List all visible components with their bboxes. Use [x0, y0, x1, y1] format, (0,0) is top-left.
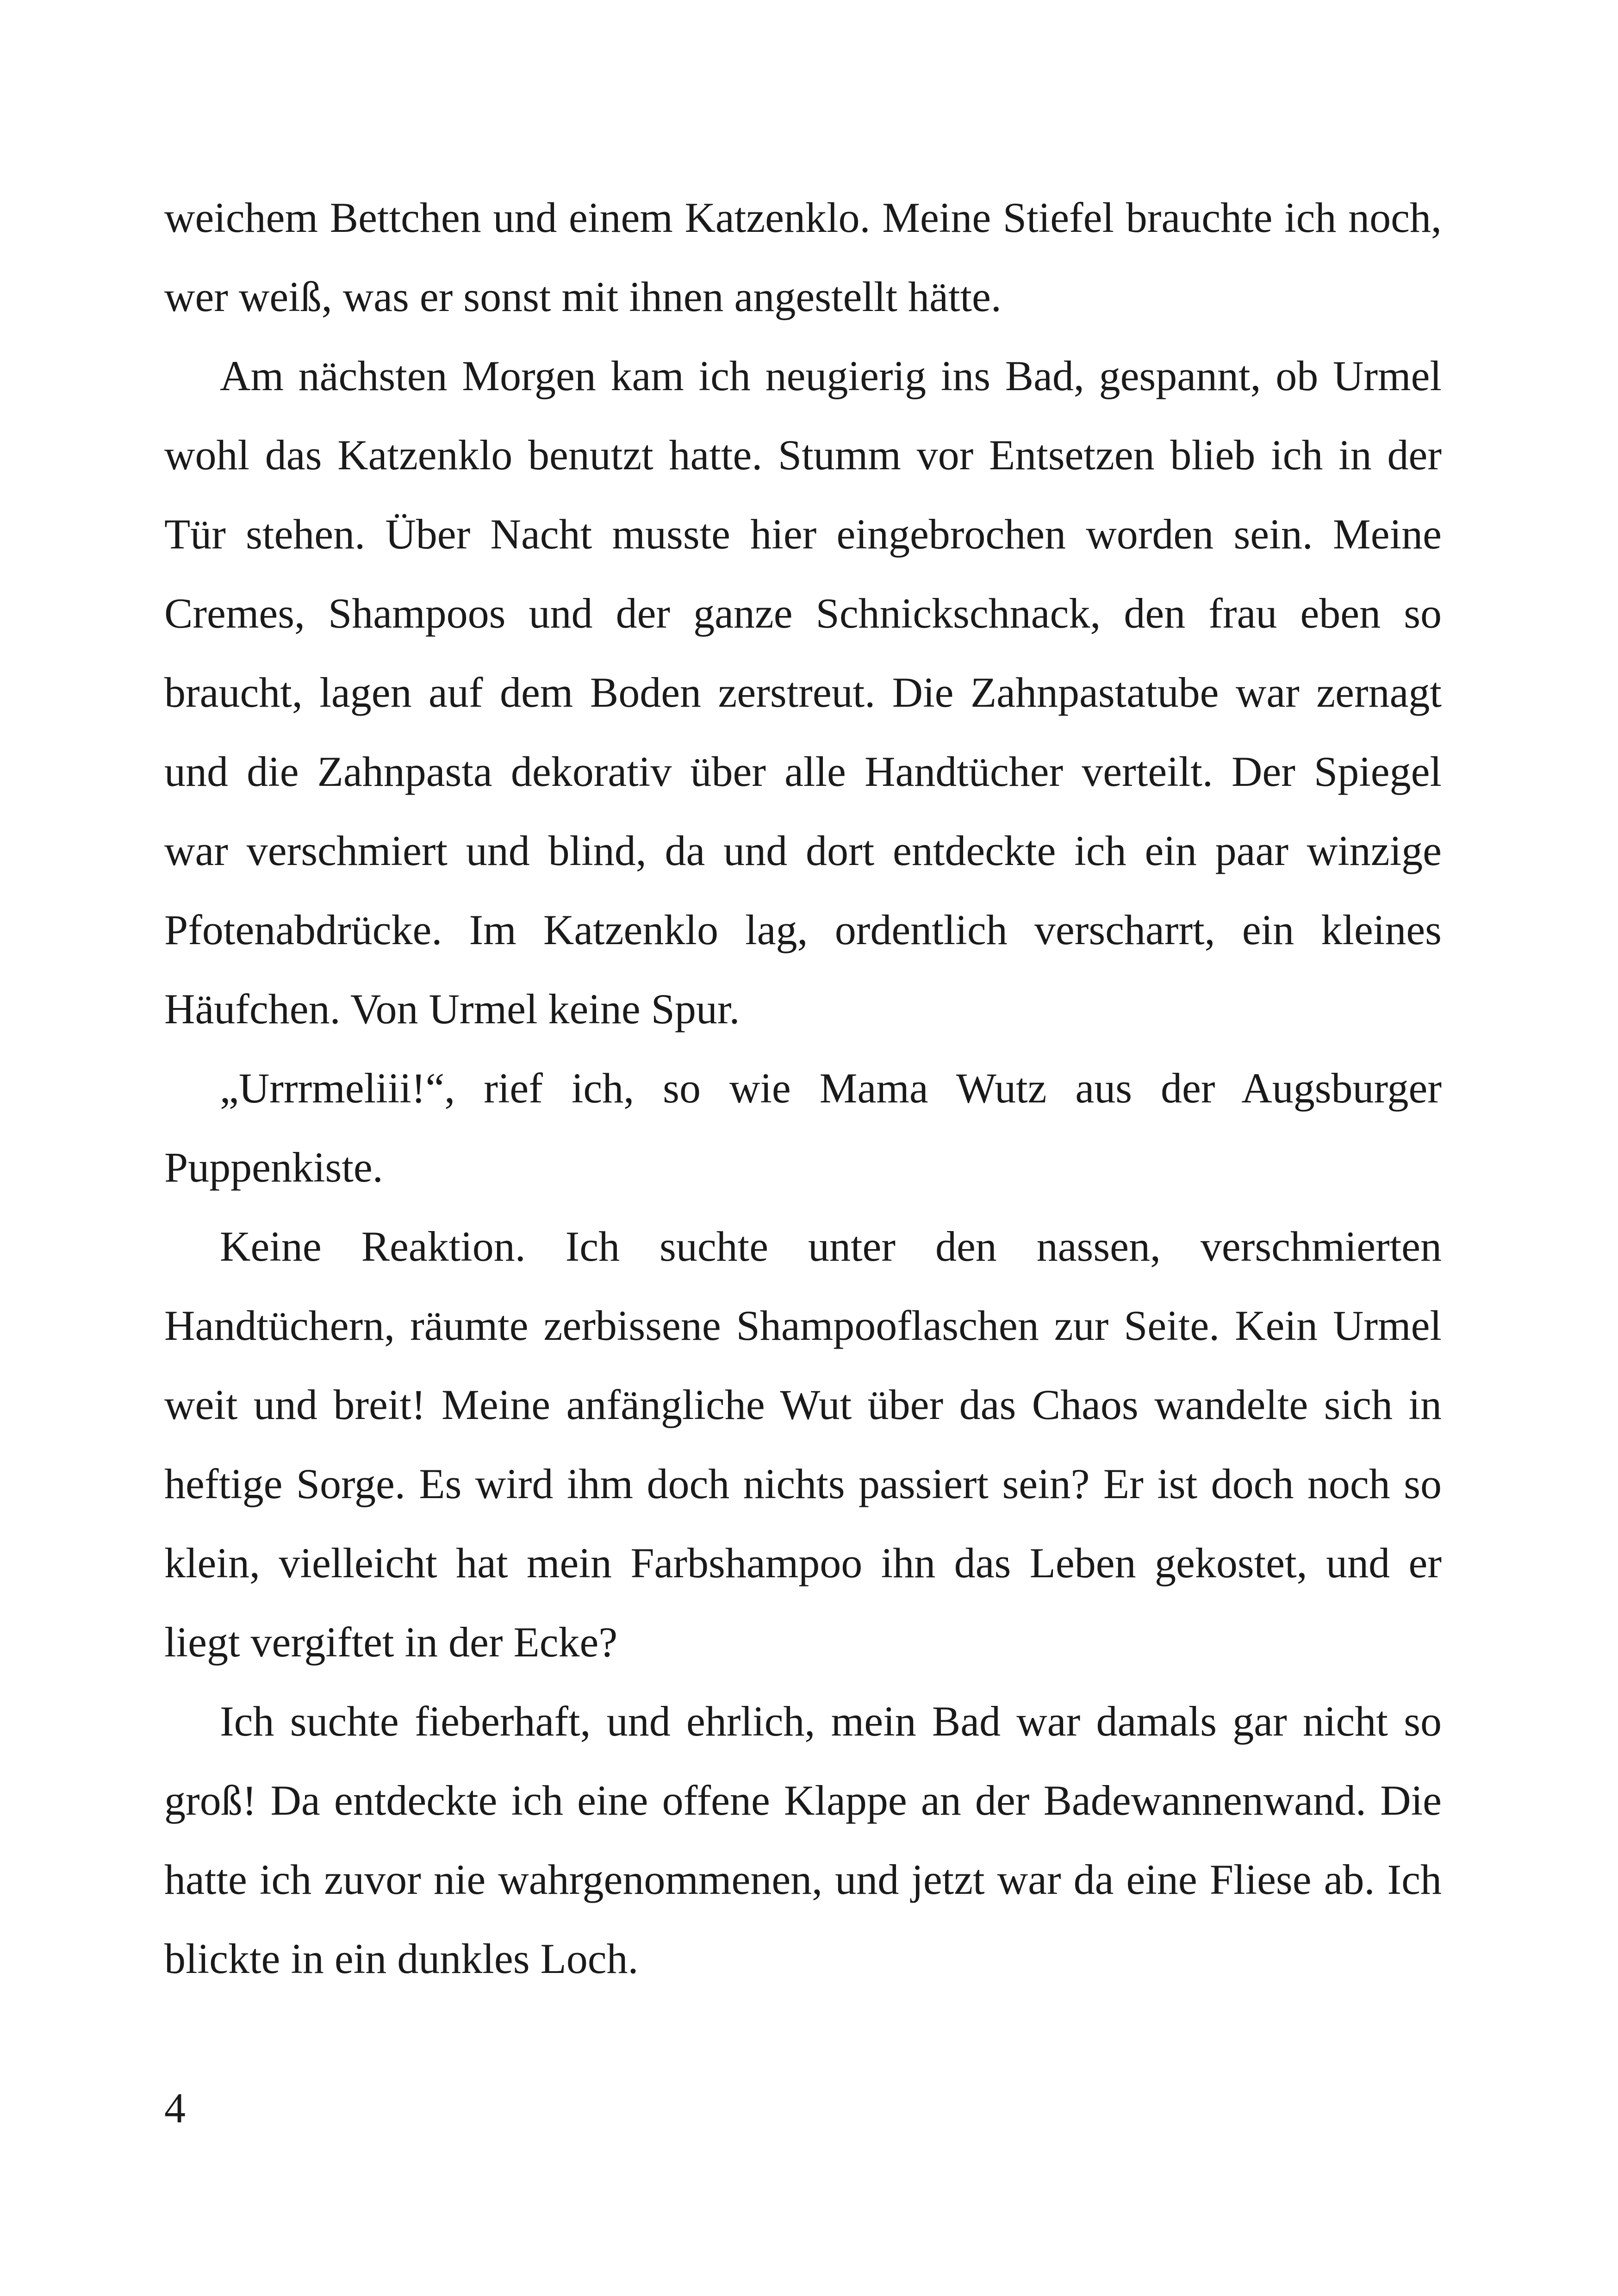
paragraph-3: „Urrrmeliii!“, rief ich, so wie Mama Wutz aus der Augsburger Puppenkiste. [164, 1064, 1442, 1191]
body-text [164, 178, 1442, 1998]
paragraph-1: weichem Bettchen und einem Katzenklo. Meine Stiefel brauchte ich noch, wer weiß, was er sonst mit ihnen angestellt hätte. [164, 194, 1442, 320]
paragraph-5: Ich suchte fieberhaft, und ehrlich, mein Bad war damals gar nicht so groß! Da entdeckte ich eine offene Klappe an der Badewannenwand. Die hatte ich zuvor nie wahrgenommenen, und jetzt war da eine Fliese ab. Ich blickte in ein dunkles Loch. [164, 1698, 1442, 1982]
paragraph-2: Am nächsten Morgen kam ich neugierig ins Bad, gespannt, ob Urmel wohl das Katzenklo benutzt hatte. Stumm vor Entsetzen blieb ich in der Tür stehen. Über Nacht musste hier eingebrochen worden sein. Meine Cremes, Shampoos und der ganze Schnickschnack, den frau eben so braucht, lagen auf dem Boden zerstreut. Die Zahnpastatube war zernagt und die Zahnpasta dekorativ über alle Handtücher verteilt. Der Spiegel war verschmiert und blind, da und dort entdeckte ich ein paar winzige Pfotenabdrücke. Im Katzenklo lag, ordentlich verscharrt, ein kleines Häufchen. Von Urmel keine Spur. [164, 352, 1442, 1033]
page-number: 4 [164, 2084, 186, 2132]
paragraph-4: Keine Reaktion. Ich suchte unter den nassen, verschmierten Handtüchern, räumte zerbissene Shampooflaschen zur Seite. Kein Urmel weit und breit! Meine anfängliche Wut über das Chaos wandelte sich in heftige Sorge. Es wird ihm doch nichts passiert sein? Er ist doch noch so klein, vielleicht hat mein Farbshampoo ihn das Leben gekostet, und er liegt vergiftet in der Ecke? [164, 1223, 1442, 1666]
